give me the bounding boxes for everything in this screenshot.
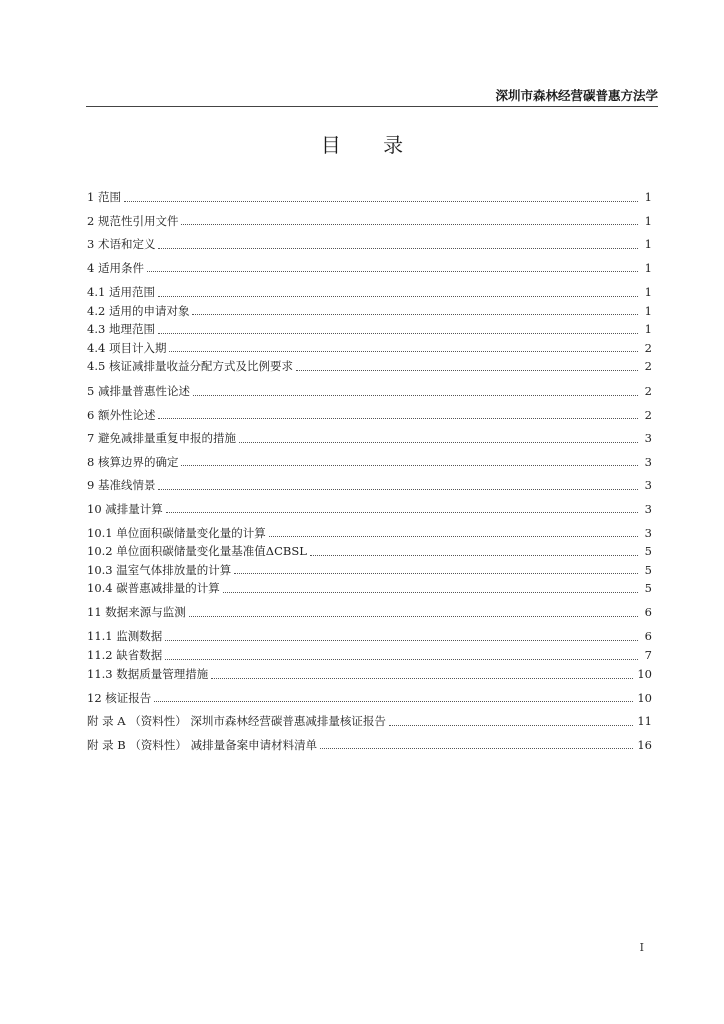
toc-entry-label: 10.2 单位面积碳储量变化量基准值ΔCBSL: [87, 544, 307, 558]
toc-entry-page: 2: [644, 340, 652, 355]
toc-entry[interactable]: [87, 340, 652, 356]
toc-entry-page: 5: [644, 544, 652, 558]
toc-entry-page: 10: [637, 690, 652, 705]
toc-leader-dots: [320, 748, 633, 749]
toc-entry[interactable]: [87, 477, 652, 493]
toc-entry-label: 4.4 项目计入期: [87, 340, 167, 355]
header-rule: [86, 106, 658, 107]
toc-entry[interactable]: [87, 260, 652, 276]
toc-leader-dots: [147, 271, 638, 272]
toc-entry-label: 6 额外性论述: [87, 407, 156, 422]
toc-entry-label: 10 减排量计算: [87, 501, 163, 516]
toc-entry[interactable]: [87, 383, 652, 399]
toc-entry-page: 5: [644, 562, 652, 577]
toc-entry[interactable]: [87, 407, 652, 423]
toc-leader-dots: [269, 536, 638, 537]
toc-entry[interactable]: [87, 303, 652, 319]
toc-entry-label: 9 基准线情景: [87, 478, 156, 492]
toc-entry-label: 10.1 单位面积碳储量变化量的计算: [87, 525, 266, 540]
toc-entry[interactable]: [87, 580, 652, 596]
toc-leader-dots: [296, 370, 638, 371]
toc-entry[interactable]: [87, 213, 652, 229]
toc-entry-page: 11: [637, 714, 652, 728]
toc-entry[interactable]: [87, 713, 652, 729]
toc-entry-page: 2: [644, 359, 652, 373]
toc-entry[interactable]: [87, 454, 652, 470]
toc-entry-label: 12 核证报告: [87, 690, 152, 705]
toc-entry[interactable]: [87, 628, 652, 644]
toc-leader-dots: [239, 442, 638, 443]
toc-leader-dots: [158, 296, 638, 297]
toc-entry-label: 11.1 监测数据: [87, 629, 163, 643]
toc-entry-label: 4.1 适用范围: [87, 285, 155, 299]
toc-entry-label: 7 避免减排量重复申报的措施: [87, 431, 236, 445]
toc-leader-dots: [389, 725, 633, 726]
toc-entry[interactable]: [87, 358, 652, 374]
toc-entry-label: 1 范围: [87, 190, 121, 204]
toc-entry-label: 附 录 B （资料性） 减排量备案申请材料清单: [87, 737, 318, 752]
toc-entry[interactable]: [87, 236, 652, 252]
toc-entry[interactable]: [87, 647, 652, 663]
toc-entry-label: 11.2 缺省数据: [87, 648, 163, 662]
toc-leader-dots: [166, 512, 638, 513]
toc-entry-label: 5 减排量普惠性论述: [87, 384, 190, 398]
toc-leader-dots: [189, 616, 638, 617]
toc-entry-page: 6: [644, 629, 652, 643]
running-header: 深圳市森林经营碳普惠方法学: [495, 88, 658, 103]
toc-entry-page: 6: [644, 605, 652, 619]
toc-entry-page: 3: [644, 431, 652, 445]
toc-leader-dots: [310, 555, 638, 556]
toc-entry-page: 1: [644, 213, 652, 228]
toc-entry-label: 10.4 碳普惠减排量的计算: [87, 581, 220, 595]
toc-entry-label: 11 数据来源与监测: [87, 605, 186, 619]
toc-entry-page: 1: [644, 303, 652, 318]
toc-entry-label: 附 录 A （资料性） 深圳市森林经营碳普惠减排量核证报告: [87, 714, 386, 728]
toc-leader-dots: [181, 465, 638, 466]
toc-entry[interactable]: [87, 284, 652, 300]
toc-entry-page: 1: [644, 237, 652, 251]
toc-entry-label: 4.3 地理范围: [87, 322, 155, 336]
toc-entry-page: 2: [644, 384, 652, 398]
page-number: I: [639, 941, 644, 954]
toc-entry-page: 1: [644, 190, 652, 204]
toc-entry-label: 10.3 温室气体排放量的计算: [87, 562, 232, 577]
toc-entry-page: 1: [644, 260, 652, 275]
toc-entry-page: 7: [644, 648, 652, 662]
toc-leader-dots: [192, 314, 638, 315]
toc-entry-page: 10: [637, 667, 652, 681]
toc-entry-label: 2 规范性引用文件: [87, 213, 179, 228]
toc-leader-dots: [165, 659, 638, 660]
toc-entry-page: 3: [644, 478, 652, 492]
toc-entry-page: 5: [644, 581, 652, 595]
toc-entry[interactable]: [87, 690, 652, 706]
toc-entry[interactable]: [87, 604, 652, 620]
toc-entry-label: 11.3 数据质量管理措施: [87, 667, 209, 681]
toc-entry-page: 3: [644, 525, 652, 540]
toc-entry[interactable]: [87, 543, 652, 559]
toc-entry-label: 4 适用条件: [87, 260, 144, 275]
toc-entry[interactable]: [87, 189, 652, 205]
toc-leader-dots: [181, 224, 638, 225]
toc-entry-page: 1: [644, 322, 652, 336]
page-title: 目 录: [320, 133, 422, 157]
toc-entry[interactable]: [87, 321, 652, 337]
toc-entry-page: 2: [644, 407, 652, 422]
toc-leader-dots: [234, 573, 638, 574]
toc-entry[interactable]: [87, 430, 652, 446]
toc-leader-dots: [193, 395, 638, 396]
toc-entry[interactable]: [87, 562, 652, 578]
toc-entry-page: 3: [644, 454, 652, 469]
toc-leader-dots: [158, 418, 638, 419]
toc-entry[interactable]: [87, 737, 652, 753]
toc-leader-dots: [158, 333, 638, 334]
toc-entry[interactable]: [87, 501, 652, 517]
toc-leader-dots: [211, 678, 633, 679]
toc-entry-page: 1: [644, 285, 652, 299]
toc-leader-dots: [124, 201, 638, 202]
toc-leader-dots: [154, 701, 633, 702]
toc-entry-label: 4.5 核证减排量收益分配方式及比例要求: [87, 359, 293, 373]
toc-entry[interactable]: [87, 666, 652, 682]
toc-leader-dots: [169, 351, 638, 352]
toc-leader-dots: [223, 592, 638, 593]
toc-leader-dots: [158, 248, 638, 249]
toc-entry-page: 16: [637, 737, 652, 752]
toc-leader-dots: [165, 640, 638, 641]
toc-entry-label: 4.2 适用的申请对象: [87, 303, 190, 318]
toc-entry-label: 8 核算边界的确定: [87, 454, 179, 469]
toc-entry-label: 3 术语和定义: [87, 237, 156, 251]
toc-leader-dots: [158, 489, 638, 490]
toc-entry-page: 3: [644, 501, 652, 516]
toc-entry[interactable]: [87, 525, 652, 541]
